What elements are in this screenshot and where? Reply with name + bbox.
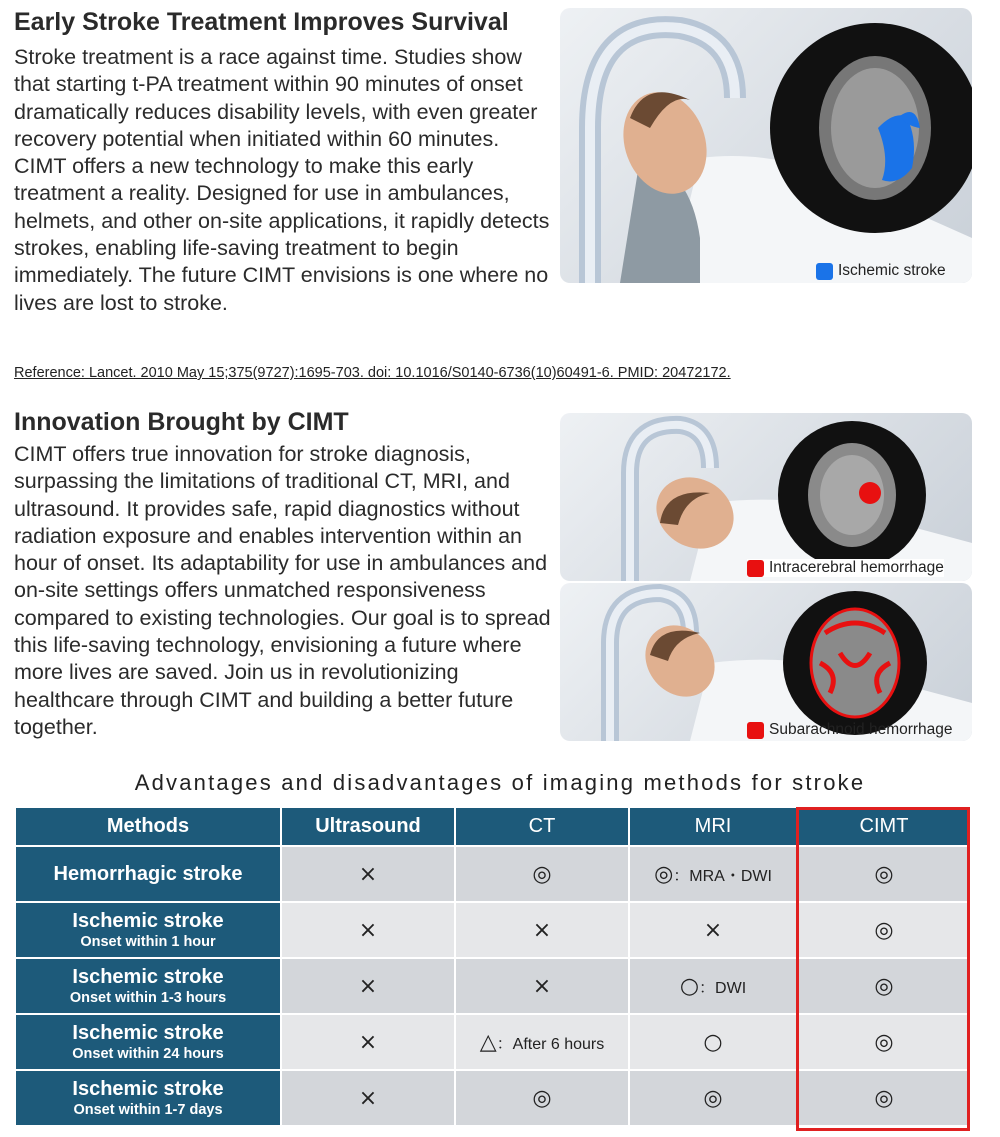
legend-swatch-red <box>747 560 764 577</box>
table-cell <box>455 1070 629 1126</box>
ischemic-stroke-illustration <box>560 8 972 283</box>
rating-symbol: × <box>532 973 552 999</box>
row-header-main: Ischemic stroke <box>72 1078 224 1100</box>
rating-symbol: × <box>358 917 378 943</box>
table-cell <box>629 846 797 902</box>
table-cell <box>797 846 971 902</box>
legend-subarachnoid-label: Subarachnoid hemorrhage <box>769 721 953 738</box>
rating-symbol: ◎ <box>874 917 894 943</box>
rating-symbol: ◎ <box>874 973 894 999</box>
table-cell <box>629 902 797 958</box>
table-cell <box>281 846 455 902</box>
table-cell <box>455 1014 629 1070</box>
legend-intracerebral <box>747 559 944 577</box>
rating-symbol: ◎ <box>532 1085 552 1111</box>
row-header <box>15 958 281 1014</box>
table-cell <box>797 902 971 958</box>
row-header <box>15 1014 281 1070</box>
subarachnoid-scene-graphic <box>560 583 972 741</box>
table-title: Advantages and disadvantages of imaging methods for stroke <box>134 770 866 795</box>
rating-symbol: ◎ <box>874 1085 894 1111</box>
table-cell <box>797 1070 971 1126</box>
section1-body: Stroke treatment is a race against time. Studies show that starting t-PA treatment within 90 minutes of onset dramatically reduces disability levels, with even greater recovery potential when initiated within 60 minutes. CIMT offers a new technology to make this early treatment a reality. Designed for use in ambulances, helmets, and other on-site applications, it rapidly detects strokes, enabling life-saving treatment to begin immediately. The future CIMT envisions is one where no lives are lost to stroke. <box>14 45 550 315</box>
rating-symbol: ◎ <box>874 1029 894 1055</box>
table-cell <box>281 902 455 958</box>
row-header-main: Ischemic stroke <box>72 1022 224 1044</box>
rating-symbol: ◎ <box>703 1085 723 1111</box>
cell-note: ：MRA・DWI <box>673 867 772 885</box>
rating-symbol: × <box>358 973 378 999</box>
rating-symbol: × <box>358 1085 378 1111</box>
row-header-sub: Onset within 1-3 hours <box>69 990 227 1006</box>
row-header-main: Hemorrhagic stroke <box>53 863 243 885</box>
intracerebral-hemorrhage-illustration <box>560 413 972 581</box>
row-header <box>15 902 281 958</box>
cell-note: ：After 6 hours <box>496 1035 605 1053</box>
table-cell <box>281 1014 455 1070</box>
header-ultrasound: Ultrasound <box>281 807 455 846</box>
legend-ischemic <box>816 262 946 280</box>
table-cell <box>629 958 797 1014</box>
table-row <box>15 958 971 1014</box>
legend-intracerebral-label: Intracerebral hemorrhage <box>769 559 944 576</box>
rating-symbol: ◎ <box>874 861 894 887</box>
header-methods: Methods <box>15 807 281 846</box>
table-cell <box>797 1014 971 1070</box>
table-row <box>15 1014 971 1070</box>
reference-citation: Reference: Lancet. 2010 May 15;375(9727):1695-703. doi: 10.1016/S0140-6736(10)60491-6. PMID: 20472172. <box>14 365 731 381</box>
legend-ischemic-label: Ischemic stroke <box>838 262 946 279</box>
row-header-main: Ischemic stroke <box>72 910 224 932</box>
table-cell <box>281 1070 455 1126</box>
rating-symbol: ◎ <box>532 861 552 887</box>
header-ct: CT <box>455 807 629 846</box>
row-header <box>15 1070 281 1126</box>
legend-swatch-red-2 <box>747 722 764 739</box>
section2-body: CIMT offers true innovation for stroke diagnosis, surpassing the limitations of traditional CT, MRI, and ultrasound. It provides safe, rapid diagnostics without radiation exposure and enables intervention within an hour of onset. Its adaptability for use in ambulances and on-site settings offers unmatched responsiveness compared to existing technologies. Our goal is to spread this life-saving technology, envisioning a future where more lives are saved. Join us in revolutionizing healthcare through CIMT and building a better future together. <box>14 442 551 739</box>
row-header-sub: Onset within 1-7 days <box>73 1102 223 1118</box>
table-cell <box>629 1070 797 1126</box>
section1-title: Early Stroke Treatment Improves Survival <box>14 8 509 36</box>
table-cell <box>629 1014 797 1070</box>
cell-note: ：DWI <box>699 979 747 997</box>
table-row <box>15 902 971 958</box>
intracerebral-scene-graphic <box>560 413 972 581</box>
row-header-main: Ischemic stroke <box>72 966 224 988</box>
section2-title: Innovation Brought by CIMT <box>14 408 349 436</box>
subarachnoid-hemorrhage-illustration <box>560 583 972 741</box>
ischemic-scene-graphic <box>560 8 972 283</box>
table-cell <box>455 902 629 958</box>
table-row <box>15 846 971 902</box>
rating-symbol: ◎ <box>654 861 674 887</box>
table-header-row <box>15 807 971 846</box>
table-cell <box>455 846 629 902</box>
table-cell <box>455 958 629 1014</box>
table-cell <box>281 958 455 1014</box>
legend-swatch-blue <box>816 263 833 280</box>
row-header-sub: Onset within 24 hours <box>72 1046 224 1062</box>
row-header <box>15 846 281 902</box>
rating-symbol: × <box>703 917 723 943</box>
legend-subarachnoid <box>747 721 953 739</box>
table-cell <box>797 958 971 1014</box>
rating-symbol: × <box>532 917 552 943</box>
comparison-table <box>14 806 972 1127</box>
rating-symbol: × <box>358 861 378 887</box>
header-mri: MRI <box>629 807 797 846</box>
rating-symbol: ○ <box>703 1029 723 1055</box>
rating-symbol: ○ <box>679 973 700 999</box>
row-header-sub: Onset within 1 hour <box>80 934 216 950</box>
rating-symbol: × <box>358 1029 378 1055</box>
rating-symbol: △ <box>479 1029 497 1055</box>
header-cimt: CIMT <box>797 807 971 846</box>
table-row <box>15 1070 971 1126</box>
